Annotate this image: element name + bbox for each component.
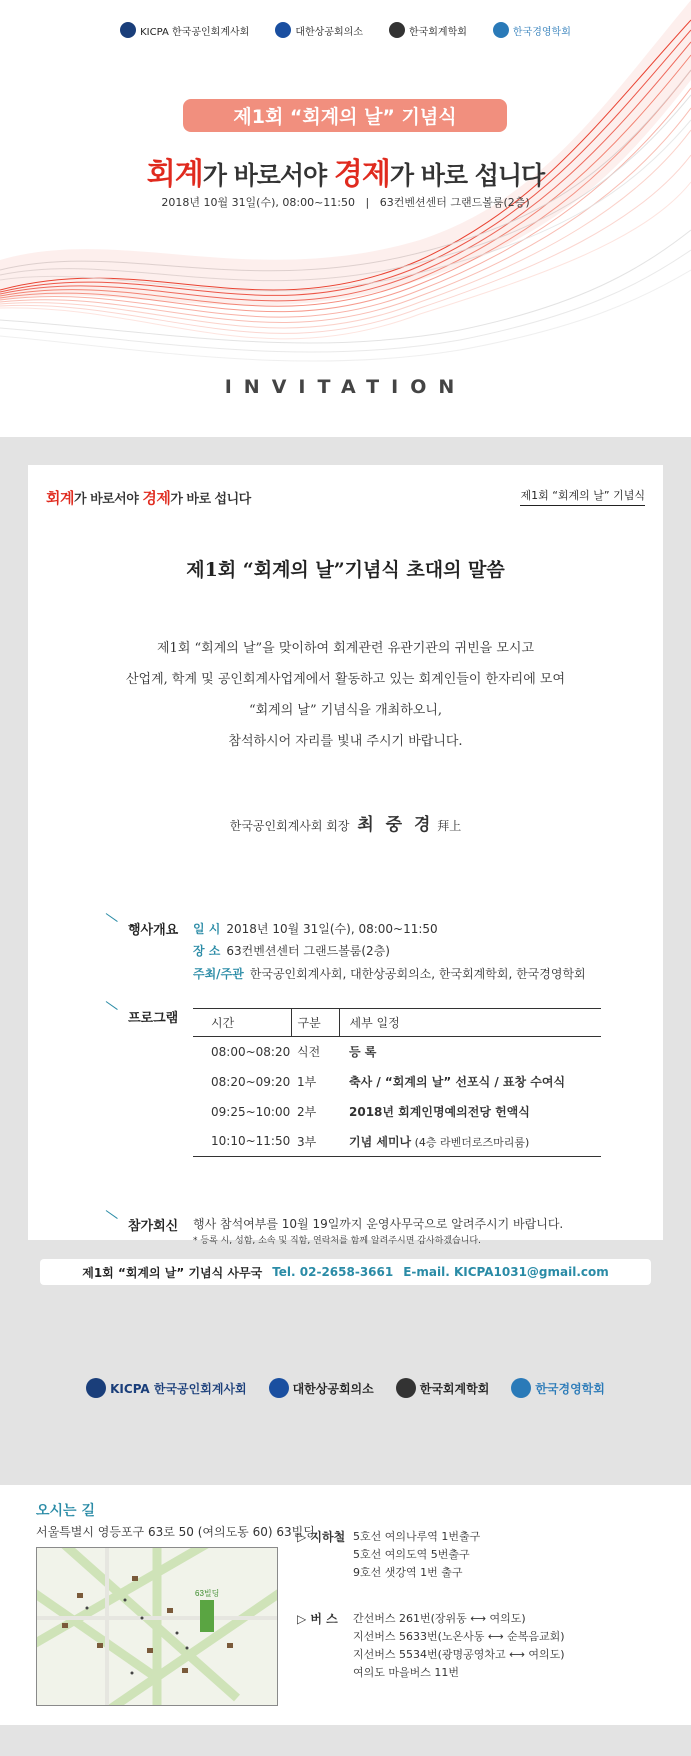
kma-logo-text: 한국경영학회 (535, 1381, 605, 1396)
host-key: 주최/주관 (193, 967, 244, 981)
detail-text: 축사 / “회계의 날” 선포식 / 표창 수여식 (349, 1075, 566, 1089)
detail-subtext: (4층 라벤더로즈마리룸) (411, 1135, 530, 1149)
signature-name: 최 중 경 (357, 815, 434, 835)
cell-time: 09:25~10:00 (211, 1104, 291, 1119)
body-line: 참석하시어 자리를 빛내 주시기 바랍니다. (228, 734, 463, 749)
subway-line: 5호선 여의나루역 1번출구 (353, 1530, 481, 1543)
kcci-logo-icon (269, 1378, 289, 1398)
bus-line: 지선버스 5633번(노온사동 ⟷ 순복음교회) (353, 1630, 565, 1643)
kcci-logo (275, 22, 363, 38)
cell-detail (339, 1127, 601, 1157)
hero-section (0, 0, 691, 437)
directions-title: 오시는 길 (36, 1503, 95, 1519)
bus-line: 지선버스 5534번(광명공영차고 ⟷ 여의도) (353, 1648, 565, 1661)
kicpa-logo-text: KICPA 한국공인회계사회 (140, 26, 250, 38)
card-event-tag: 제1회 “회계의 날” 기념식 (520, 487, 645, 506)
when-value: 2018년 10월 31일(수), 08:00~11:50 (226, 922, 438, 936)
program-label: 프로그램 (128, 1011, 179, 1026)
card-body (28, 633, 663, 757)
contact-bar (40, 1259, 651, 1285)
kma-logo (511, 1378, 605, 1398)
kaa-logo-icon (389, 22, 405, 38)
signature-tail: 拜上 (437, 819, 462, 833)
col-detail-header: 세부 일정 (339, 1009, 601, 1037)
detail-text: 기념 세미나 (349, 1134, 412, 1149)
detail-text: 등 록 (349, 1045, 377, 1060)
where-key: 장 소 (193, 944, 221, 958)
subway-line: 9호선 샛강역 1번 출구 (353, 1566, 463, 1579)
col-time-header: 시간 (193, 1009, 291, 1037)
directions-address: 서울특별시 영등포구 63로 50 (여의도동 60) 63빌딩 (36, 1525, 315, 1539)
table-row (193, 1127, 601, 1157)
program-header-row (193, 1009, 601, 1037)
program-table (193, 1008, 601, 1157)
map-graphic (37, 1548, 278, 1706)
cell-time: 10:10~11:50 (193, 1127, 291, 1157)
body-line: 산업계, 학계 및 공인회계사업계에서 활동하고 있는 회계인들이 한자리에 모여 (125, 672, 566, 687)
subway-heading: ▷ 지하철 (297, 1530, 346, 1544)
hero-banner: 제1회 “회계의 날” 기념식 (183, 99, 507, 132)
location-map[interactable] (36, 1547, 278, 1706)
building-63-marker (200, 1600, 214, 1632)
slogan-part: 가 바로 섭니다 (389, 161, 545, 190)
kaa-logo-text: 한국회계학회 (408, 26, 467, 38)
hero-date-venue: 2018년 10월 31일(수), 08:00~11:50 | 63컨벤션센터 그랜드볼룸(2층) (161, 196, 530, 209)
cell-detail (339, 1097, 601, 1127)
hero-slogan (0, 149, 691, 193)
bottom-logo-row (0, 1378, 691, 1398)
table-row (193, 1067, 601, 1097)
kicpa-logo (120, 22, 249, 38)
kma-logo-icon (493, 22, 509, 38)
overview-when (193, 920, 438, 937)
detail-text: 2018년 회계인명예의전당 헌액식 (349, 1105, 530, 1119)
kcci-logo-icon (275, 22, 291, 38)
cell-detail (339, 1067, 601, 1097)
when-key: 일 시 (193, 922, 221, 936)
kcci-logo-text: 대한상공회의소 (292, 1381, 374, 1396)
contact-title: 제1회 “회계의 날” 기념식 사무국 (82, 1265, 263, 1280)
host-value: 한국공인회계사회, 대한상공회의소, 한국회계학회, 한국경영학회 (249, 967, 586, 981)
slogan-part: 가 바로서야 (73, 492, 143, 507)
invitation-card (28, 465, 663, 1246)
signature-prefix: 한국공인회계사회 회장 (229, 819, 350, 833)
where-value: 63컨벤션센터 그랜드볼룸(2층) (226, 944, 390, 958)
card-slogan (46, 487, 251, 508)
rsvp-note: * 등록 시, 성함, 소속 및 직함, 연락처를 함께 알려주시면 감사하겠습니다. (193, 1236, 481, 1246)
rsvp-label: 참가회신 (128, 1219, 179, 1234)
kaa-logo-text: 한국회계학회 (419, 1381, 490, 1396)
section-hook-icon (106, 913, 118, 922)
overview-host (193, 965, 586, 982)
kaa-logo (389, 22, 467, 38)
rsvp-text: 행사 참석여부를 10월 19일까지 운영사무국으로 알려주시기 바랍니다. (193, 1217, 564, 1231)
bus-line: 간선버스 261번(장위동 ⟷ 여의도) (353, 1612, 526, 1625)
overview-where (193, 942, 390, 959)
slogan-accounting: 회계 (46, 489, 74, 507)
overview-label: 행사개요 (128, 923, 179, 938)
col-part-header: 구분 (291, 1009, 339, 1037)
kicpa-logo-text: KICPA 한국공인회계사회 (110, 1381, 247, 1396)
kicpa-logo-icon (86, 1378, 106, 1398)
section-hook-icon (106, 1001, 118, 1010)
kicpa-logo-icon (120, 22, 136, 38)
kma-logo (493, 22, 571, 38)
card-title: 제1회 “회계의 날”기념식 초대의 말씀 (186, 559, 505, 581)
kcci-logo-text: 대한상공회의소 (295, 26, 363, 38)
cell-part: 식전 (297, 1045, 321, 1060)
slogan-accounting: 회계 (146, 157, 203, 192)
red-wave-graphic (0, 0, 691, 437)
contact-email[interactable]: E-mail. KICPA1031@gmail.com (403, 1265, 609, 1279)
kaa-logo-icon (396, 1378, 416, 1398)
contact-phone[interactable]: Tel. 02-2658-3661 (272, 1265, 394, 1279)
signature (28, 810, 663, 835)
kma-logo-icon (511, 1378, 531, 1398)
kaa-logo (396, 1378, 490, 1398)
cell-part: 1부 (297, 1075, 317, 1089)
slogan-economy: 경제 (333, 157, 390, 192)
kicpa-logo (86, 1378, 246, 1398)
table-row (193, 1097, 601, 1127)
body-line: “회계의 날” 기념식을 개최하오니, (248, 703, 443, 718)
building-63-label: 63빌딩 (195, 1589, 220, 1598)
table-row (193, 1037, 601, 1067)
subway-line: 5호선 여의도역 5번출구 (353, 1548, 470, 1561)
cell-detail (339, 1037, 601, 1067)
bus-heading: ▷ 버 스 (297, 1612, 338, 1626)
cell-time: 08:00~08:20 (211, 1044, 291, 1059)
section-hook-icon (106, 1210, 118, 1219)
invitation-heading: INVITATION (224, 376, 467, 398)
cell-time: 08:20~09:20 (211, 1074, 291, 1089)
footer-strip (0, 1725, 691, 1756)
cell-part: 2부 (297, 1105, 317, 1119)
cell-part: 3부 (291, 1127, 339, 1157)
slogan-part: 가 바로서야 (202, 161, 334, 190)
bus-line: 여의도 마을버스 11번 (353, 1666, 459, 1679)
body-line: 제1회 “회계의 날”을 맞이하여 회계관련 유관기관의 귀빈을 모시고 (157, 641, 534, 656)
kcci-logo (269, 1378, 374, 1398)
kma-logo-text: 한국경영학회 (512, 26, 571, 38)
top-logo-row (0, 22, 691, 38)
slogan-part: 가 바로 섭니다 (170, 492, 251, 507)
slogan-economy: 경제 (142, 489, 171, 507)
